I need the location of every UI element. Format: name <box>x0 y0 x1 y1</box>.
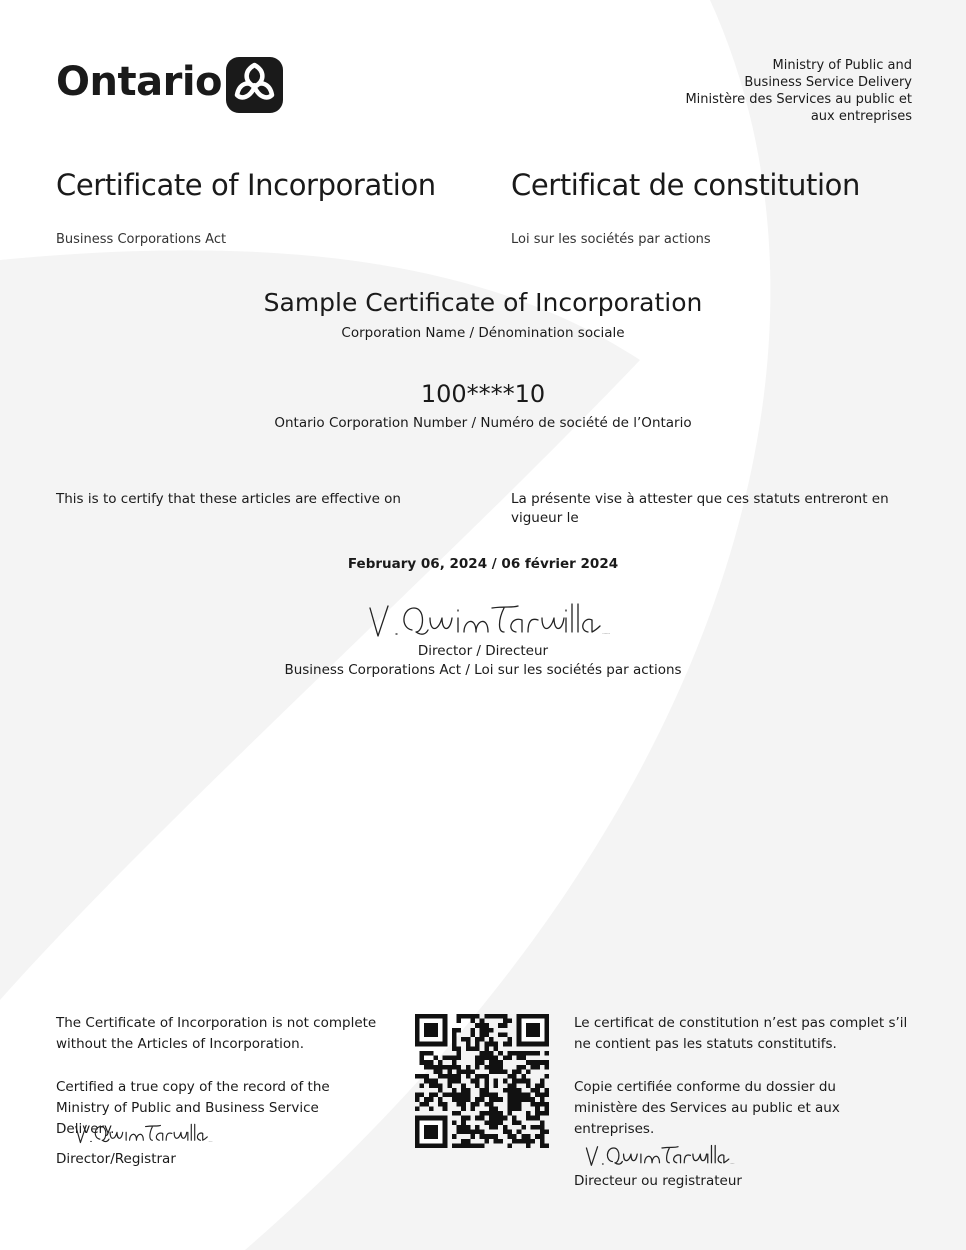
registrar-signature-left-text: V. Quintanilla W. <box>208 1141 213 1143</box>
act-english: Business Corporations Act <box>56 232 227 247</box>
ontario-wordmark: Ontario <box>56 59 223 105</box>
ontario-trillium-icon <box>226 57 283 113</box>
footer-right-role: Directeur ou registrateur <box>574 1173 742 1189</box>
registrar-signature-left <box>66 1122 216 1146</box>
footer-left-role: Director/Registrar <box>56 1151 176 1167</box>
footer-left-copy-line: Certified a true copy of the record of the <box>56 1079 330 1095</box>
footer-left-copy-line: Delivery. <box>56 1121 115 1137</box>
footer-left-notice-line: without the Articles of Incorporation. <box>56 1036 304 1052</box>
verification-qr-code <box>415 1014 549 1148</box>
director-act: Business Corporations Act / Loi sur les sociétés par actions <box>284 662 682 678</box>
footer-right-copy-line: ministère des Services au public et aux <box>574 1100 840 1116</box>
certify-statement-french-line: vigueur le <box>511 510 579 526</box>
footer-left-copy-line: Ministry of Public and Business Service <box>56 1100 319 1116</box>
effective-date: February 06, 2024 / 06 février 2024 <box>347 556 619 572</box>
director-title: Director / Directeur <box>417 643 549 659</box>
registrar-signature-right <box>582 1143 735 1169</box>
director-signature <box>366 600 611 642</box>
ministry-line: Ministry of Public and <box>772 58 912 73</box>
footer-right-notice-line: ne contient pas les statuts constitutifs. <box>574 1036 837 1052</box>
ministry-line: Business Service Delivery <box>744 75 912 90</box>
footer-right-notice-line: Le certificat de constitution n’est pas complet s’il <box>574 1015 908 1031</box>
corporation-name: Sample Certificate of Incorporation <box>263 288 703 317</box>
registrar-signature-right-text: V. Quintanilla W. <box>730 1164 735 1166</box>
title-french: Certificat de constitution <box>511 168 860 202</box>
ministry-line: Ministère des Services au public et <box>685 92 912 107</box>
ministry-line: aux entreprises <box>810 109 912 124</box>
act-french: Loi sur les sociétés par actions <box>511 232 711 247</box>
certify-statement-french-line: La présente vise à attester que ces statuts entreront en <box>511 491 889 507</box>
corporation-number: 100****10 <box>420 380 546 408</box>
title-english: Certificate of Incorporation <box>56 168 436 202</box>
corporation-name-label: Corporation Name / Dénomination sociale <box>341 325 625 341</box>
corporation-number-label: Ontario Corporation Number / Numéro de société de l’Ontario <box>274 415 692 431</box>
footer-right-copy-line: Copie certifiée conforme du dossier du <box>574 1079 836 1095</box>
ministry-name <box>612 57 912 125</box>
certify-statement-english: This is to certify that these articles are effective on <box>56 491 401 507</box>
footer-right-copy-line: entreprises. <box>574 1121 655 1137</box>
director-signature-text: V. Quintanilla W. <box>602 634 611 635</box>
footer-left-notice-line: The Certificate of Incorporation is not complete <box>56 1015 377 1031</box>
